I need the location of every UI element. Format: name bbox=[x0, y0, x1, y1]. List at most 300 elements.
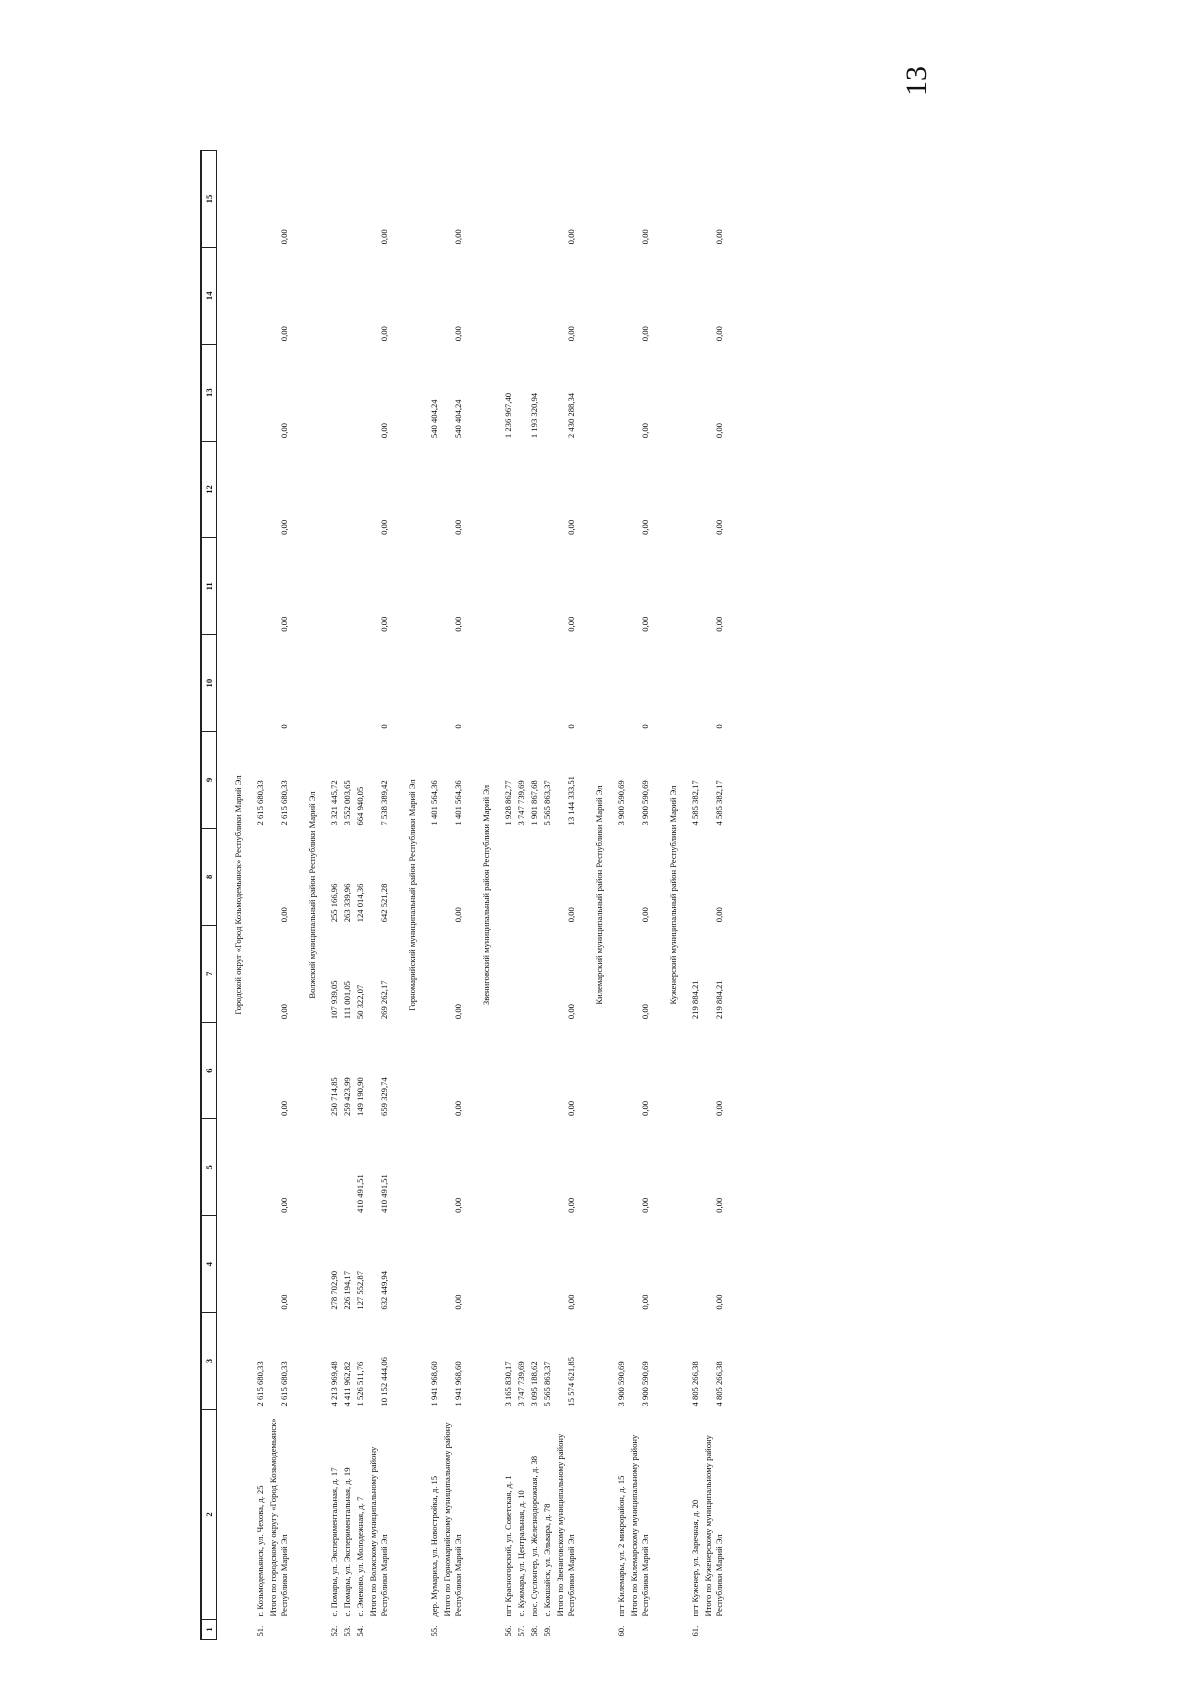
value-cell bbox=[615, 344, 628, 441]
value-cell: 50 322,07 bbox=[355, 984, 365, 1020]
value-cell: 0,00 bbox=[640, 326, 650, 342]
total-row bbox=[267, 151, 291, 1640]
value-cell bbox=[689, 538, 702, 635]
value-cell: 0,00 bbox=[453, 1100, 463, 1116]
value-cell bbox=[428, 1216, 441, 1313]
column-header: 11 bbox=[201, 538, 217, 635]
value-cell: 1 526 511,76 bbox=[355, 1361, 365, 1407]
section-title: Горномарийский муниципальный район Республики Марий Эл bbox=[407, 779, 417, 1011]
value-cell bbox=[502, 828, 515, 925]
value-cell bbox=[528, 828, 541, 925]
column-header: 6 bbox=[201, 1022, 217, 1119]
table-row bbox=[328, 151, 341, 1640]
value-cell: 4 411 962,82 bbox=[342, 1361, 352, 1407]
row-number: 59. bbox=[542, 1625, 552, 1637]
value-cell bbox=[528, 925, 541, 1022]
value-cell bbox=[341, 344, 354, 441]
value-cell: 1 901 867,68 bbox=[529, 780, 539, 826]
value-cell: 4 585 382,17 bbox=[690, 780, 700, 826]
column-header: 14 bbox=[201, 247, 217, 344]
address-cell: пгт Куженер, ул. Заречная, д. 20 bbox=[690, 1499, 700, 1617]
total-row bbox=[441, 151, 465, 1640]
table-row bbox=[341, 151, 354, 1640]
address-cell: пгт Килемары, ул. 2 микрорайон, д. 15 bbox=[616, 1475, 626, 1617]
value-cell: 3 900 590,69 bbox=[640, 780, 650, 826]
column-header: 7 bbox=[201, 925, 217, 1022]
value-cell bbox=[328, 635, 341, 732]
value-cell bbox=[689, 635, 702, 732]
value-cell: 0,00 bbox=[640, 1100, 650, 1116]
value-cell: 0,00 bbox=[566, 326, 576, 342]
section-title: Волжский муниципальный район Республики Марий Эл bbox=[307, 791, 317, 999]
value-cell bbox=[254, 538, 267, 635]
value-cell bbox=[689, 247, 702, 344]
value-cell bbox=[528, 441, 541, 538]
value-cell bbox=[541, 828, 554, 925]
value-cell bbox=[428, 828, 441, 925]
value-cell bbox=[515, 151, 528, 248]
value-cell: 2 615 680,33 bbox=[279, 1361, 289, 1407]
value-cell: 0,00 bbox=[714, 326, 724, 342]
value-cell: 0,00 bbox=[566, 519, 576, 535]
value-cell: 0,00 bbox=[379, 423, 389, 439]
value-cell: 0,00 bbox=[279, 423, 289, 439]
row-number: 58. bbox=[529, 1625, 539, 1637]
value-cell: 0,00 bbox=[714, 1294, 724, 1310]
value-cell: 659 329,74 bbox=[379, 1077, 389, 1116]
row-number: 51. bbox=[255, 1625, 265, 1637]
row-number bbox=[267, 1620, 291, 1640]
value-cell bbox=[354, 344, 367, 441]
value-cell bbox=[428, 635, 441, 732]
value-cell: 0,00 bbox=[566, 1294, 576, 1310]
value-cell bbox=[541, 538, 554, 635]
value-cell: 664 940,05 bbox=[355, 786, 365, 826]
value-cell bbox=[502, 441, 515, 538]
value-cell: 15 574 621,85 bbox=[566, 1357, 576, 1407]
section-header-row bbox=[578, 151, 615, 1640]
value-cell: 0,00 bbox=[379, 616, 389, 632]
section-header-row bbox=[391, 151, 428, 1640]
address-cell: дер. Мумариха, ул. Новостройка, д. 15 bbox=[429, 1475, 439, 1617]
table-row bbox=[541, 151, 554, 1640]
value-cell: 0,00 bbox=[453, 1294, 463, 1310]
value-cell bbox=[502, 247, 515, 344]
column-header: 13 bbox=[201, 344, 217, 441]
value-cell bbox=[515, 925, 528, 1022]
value-cell bbox=[254, 344, 267, 441]
value-cell: 0,00 bbox=[566, 907, 576, 923]
value-cell: 0 bbox=[453, 724, 463, 729]
address-cell: Итого по городскому округу «Город Козьмодемьянск» Республики Марий Эл bbox=[268, 1418, 289, 1617]
row-number: 54. bbox=[355, 1625, 365, 1637]
value-cell: 0,00 bbox=[453, 326, 463, 342]
value-cell: 0,00 bbox=[279, 907, 289, 923]
value-cell: 0,00 bbox=[640, 907, 650, 923]
value-cell: 250 714,85 bbox=[329, 1077, 339, 1116]
column-header: 10 bbox=[201, 635, 217, 732]
value-cell: 2 430 288,34 bbox=[566, 392, 576, 439]
value-cell bbox=[515, 344, 528, 441]
total-row bbox=[702, 151, 726, 1640]
value-cell bbox=[615, 1022, 628, 1119]
value-cell bbox=[528, 635, 541, 732]
value-cell bbox=[254, 441, 267, 538]
value-cell: 1 401 564,36 bbox=[429, 780, 439, 826]
value-cell: 1 193 320,94 bbox=[529, 392, 539, 439]
column-number-header bbox=[201, 151, 217, 1640]
value-cell bbox=[428, 441, 441, 538]
value-cell: 13 144 333,51 bbox=[566, 776, 576, 826]
address-cell: Итого по Волжскому муниципальному району Республики Марий Эл bbox=[368, 1446, 389, 1617]
value-cell bbox=[515, 1022, 528, 1119]
row-number bbox=[367, 1620, 391, 1640]
value-cell bbox=[341, 538, 354, 635]
table-row bbox=[515, 151, 528, 1640]
value-cell: 3 747 739,69 bbox=[516, 1361, 526, 1407]
value-cell bbox=[541, 151, 554, 248]
row-number bbox=[441, 1620, 465, 1640]
value-cell bbox=[528, 538, 541, 635]
column-header: 4 bbox=[201, 1216, 217, 1313]
value-cell bbox=[541, 925, 554, 1022]
value-cell bbox=[354, 247, 367, 344]
column-header: 3 bbox=[201, 1313, 217, 1410]
value-cell bbox=[615, 828, 628, 925]
table-row bbox=[254, 151, 267, 1640]
value-cell bbox=[541, 1119, 554, 1216]
value-cell bbox=[689, 441, 702, 538]
section-header-row bbox=[465, 151, 502, 1640]
value-cell bbox=[341, 635, 354, 732]
value-cell bbox=[541, 1022, 554, 1119]
value-cell bbox=[528, 1216, 541, 1313]
value-cell bbox=[515, 538, 528, 635]
value-cell bbox=[254, 635, 267, 732]
table-body bbox=[217, 151, 727, 1640]
value-cell bbox=[615, 1216, 628, 1313]
value-cell: 278 702,90 bbox=[329, 1270, 339, 1310]
value-cell: 0,00 bbox=[566, 1004, 576, 1020]
value-cell: 0 bbox=[640, 724, 650, 729]
value-cell: 0,00 bbox=[640, 1004, 650, 1020]
value-cell: 111 001,05 bbox=[342, 981, 352, 1020]
table-row bbox=[615, 151, 628, 1640]
row-number bbox=[554, 1620, 578, 1640]
value-cell: 259 423,99 bbox=[342, 1077, 352, 1116]
value-cell: 0,00 bbox=[453, 616, 463, 632]
value-cell bbox=[341, 247, 354, 344]
value-cell: 642 521,28 bbox=[379, 883, 389, 923]
value-cell bbox=[541, 635, 554, 732]
row-number: 55. bbox=[429, 1625, 439, 1637]
value-cell bbox=[428, 247, 441, 344]
value-cell: 219 884,21 bbox=[714, 980, 724, 1020]
column-header: 9 bbox=[201, 732, 217, 829]
value-cell: 0,00 bbox=[453, 1197, 463, 1213]
value-cell: 4 805 266,38 bbox=[714, 1361, 724, 1407]
value-cell: 0,00 bbox=[714, 907, 724, 923]
address-cell: г. Козьмодемьянск, ул. Чехова, д. 25 bbox=[255, 1485, 265, 1617]
value-cell bbox=[615, 925, 628, 1022]
value-cell: 0,00 bbox=[640, 1294, 650, 1310]
value-cell: 540 404,24 bbox=[453, 399, 463, 439]
value-cell bbox=[254, 1022, 267, 1119]
value-cell bbox=[515, 635, 528, 732]
section-title: Куженерский муниципальный район Республики Марий Эл bbox=[668, 785, 678, 1005]
repair-cost-table bbox=[200, 150, 726, 1640]
value-cell: 0,00 bbox=[714, 616, 724, 632]
section-header-row bbox=[291, 151, 328, 1640]
value-cell: 410 491,51 bbox=[355, 1174, 365, 1213]
row-number: 61. bbox=[690, 1625, 700, 1637]
value-cell: 1 941 968,60 bbox=[429, 1361, 439, 1407]
row-number bbox=[702, 1620, 726, 1640]
value-cell: 107 939,05 bbox=[329, 980, 339, 1020]
value-cell bbox=[502, 538, 515, 635]
row-number: 57. bbox=[516, 1625, 526, 1637]
value-cell: 540 404,24 bbox=[429, 399, 439, 439]
value-cell bbox=[528, 1022, 541, 1119]
section-header-row bbox=[217, 151, 255, 1640]
value-cell bbox=[689, 1022, 702, 1119]
value-cell bbox=[341, 441, 354, 538]
value-cell: 3 900 590,69 bbox=[640, 1361, 650, 1407]
column-header: 8 bbox=[201, 828, 217, 925]
value-cell bbox=[428, 151, 441, 248]
value-cell: 219 884,21 bbox=[690, 980, 700, 1020]
value-cell: 0,00 bbox=[279, 1004, 289, 1020]
value-cell: 0,00 bbox=[453, 519, 463, 535]
address-cell: с. Кужмара, ул. Центральная, д. 10 bbox=[516, 1490, 526, 1617]
value-cell bbox=[689, 344, 702, 441]
value-cell: 0,00 bbox=[279, 519, 289, 535]
value-cell: 0,00 bbox=[566, 616, 576, 632]
rotated-table-page bbox=[200, 150, 1100, 1640]
value-cell: 269 262,17 bbox=[379, 980, 389, 1020]
value-cell bbox=[615, 635, 628, 732]
address-cell: Итого по Горномарийскому муниципальному району Республики Марий Эл bbox=[442, 1422, 463, 1617]
page-number: 13 bbox=[900, 66, 933, 96]
value-cell: 2 615 680,33 bbox=[255, 780, 265, 826]
value-cell: 4 805 266,38 bbox=[690, 1361, 700, 1407]
value-cell: 0,00 bbox=[714, 1197, 724, 1213]
value-cell bbox=[502, 1022, 515, 1119]
value-cell: 0,00 bbox=[379, 519, 389, 535]
value-cell: 3 165 830,17 bbox=[503, 1361, 513, 1407]
value-cell bbox=[354, 151, 367, 248]
value-cell: 3 900 590,69 bbox=[616, 1361, 626, 1407]
address-cell: с. Кокшайск, ул. Эльвара, д. 78 bbox=[542, 1503, 552, 1617]
value-cell: 0,00 bbox=[279, 1197, 289, 1213]
column-header: 15 bbox=[201, 151, 217, 248]
value-cell: 1 236 967,40 bbox=[503, 392, 513, 439]
value-cell: 0,00 bbox=[714, 1100, 724, 1116]
value-cell bbox=[328, 344, 341, 441]
value-cell bbox=[541, 247, 554, 344]
value-cell: 5 565 863,37 bbox=[542, 1361, 552, 1407]
value-cell bbox=[502, 635, 515, 732]
value-cell: 0,00 bbox=[714, 229, 724, 245]
value-cell: 0,00 bbox=[640, 1197, 650, 1213]
value-cell bbox=[528, 247, 541, 344]
value-cell: 226 194,17 bbox=[342, 1270, 352, 1310]
value-cell: 0 bbox=[379, 724, 389, 729]
value-cell: 0,00 bbox=[640, 616, 650, 632]
row-number: 52. bbox=[329, 1625, 339, 1637]
address-cell: Итого по Куженерскому муниципальному району Республики Марий Эл bbox=[703, 1435, 724, 1617]
section-title: Звениговский муниципальный район Республики Марий Эл bbox=[481, 784, 491, 1006]
value-cell: 3 900 590,69 bbox=[616, 780, 626, 826]
value-cell bbox=[515, 441, 528, 538]
value-cell bbox=[615, 151, 628, 248]
column-header: 5 bbox=[201, 1119, 217, 1216]
value-cell bbox=[689, 1119, 702, 1216]
value-cell bbox=[428, 1022, 441, 1119]
value-cell: 0,00 bbox=[279, 229, 289, 245]
value-cell: 0,00 bbox=[453, 907, 463, 923]
value-cell: 632 449,94 bbox=[379, 1270, 389, 1310]
value-cell: 2 615 680,33 bbox=[255, 1361, 265, 1407]
column-header: 12 bbox=[201, 441, 217, 538]
value-cell: 0,00 bbox=[279, 326, 289, 342]
value-cell: 255 166,96 bbox=[329, 883, 339, 923]
address-cell: с. Помары, ул. Экспериментальная, д. 19 bbox=[342, 1467, 352, 1617]
value-cell: 0,00 bbox=[714, 519, 724, 535]
total-row bbox=[367, 151, 391, 1640]
value-cell: 5 565 863,37 bbox=[542, 780, 552, 826]
value-cell bbox=[328, 538, 341, 635]
address-cell: с. Эмеково, ул. Молодежная, д. 7 bbox=[355, 1496, 365, 1617]
value-cell bbox=[615, 538, 628, 635]
table-row bbox=[689, 151, 702, 1640]
table-row bbox=[354, 151, 367, 1640]
value-cell bbox=[689, 151, 702, 248]
value-cell bbox=[254, 247, 267, 344]
value-cell: 3 552 003,65 bbox=[342, 780, 352, 826]
address-cell: пгт Красногорский, ул. Советская, д. 1 bbox=[503, 1475, 513, 1617]
value-cell: 149 190,90 bbox=[355, 1077, 365, 1116]
value-cell bbox=[354, 441, 367, 538]
value-cell: 0 bbox=[714, 724, 724, 729]
value-cell bbox=[515, 828, 528, 925]
value-cell: 0,00 bbox=[279, 1294, 289, 1310]
value-cell bbox=[328, 441, 341, 538]
value-cell bbox=[541, 1216, 554, 1313]
value-cell bbox=[354, 538, 367, 635]
value-cell bbox=[502, 151, 515, 248]
row-number bbox=[628, 1620, 652, 1640]
value-cell: 0,00 bbox=[566, 229, 576, 245]
address-cell: с. Помары, ул. Экспериментальная, д. 17 bbox=[329, 1467, 339, 1617]
value-cell: 1 928 862,77 bbox=[503, 780, 513, 826]
section-title: Килемарский муниципальный район Республики Марий Эл bbox=[594, 785, 604, 1005]
value-cell bbox=[528, 151, 541, 248]
value-cell bbox=[615, 1119, 628, 1216]
value-cell bbox=[615, 441, 628, 538]
value-cell: 0,00 bbox=[279, 616, 289, 632]
value-cell: 10 152 444,06 bbox=[379, 1357, 389, 1407]
value-cell bbox=[254, 1119, 267, 1216]
value-cell bbox=[328, 247, 341, 344]
value-cell bbox=[615, 247, 628, 344]
table-row bbox=[528, 151, 541, 1640]
value-cell bbox=[689, 828, 702, 925]
value-cell bbox=[341, 1119, 354, 1216]
section-title: Городской округ «Город Козьмодемьянск» Республики Марий Эл bbox=[233, 775, 243, 1015]
row-number: 56. bbox=[503, 1625, 513, 1637]
value-cell bbox=[428, 1119, 441, 1216]
value-cell bbox=[254, 1216, 267, 1313]
value-cell bbox=[341, 151, 354, 248]
value-cell: 410 491,51 bbox=[379, 1174, 389, 1213]
value-cell: 0,00 bbox=[640, 229, 650, 245]
value-cell bbox=[254, 925, 267, 1022]
value-cell: 1 941 968,60 bbox=[453, 1361, 463, 1407]
value-cell bbox=[541, 344, 554, 441]
value-cell: 0,00 bbox=[714, 423, 724, 439]
value-cell: 1 401 564,36 bbox=[453, 780, 463, 826]
value-cell bbox=[502, 1119, 515, 1216]
value-cell: 3 321 445,72 bbox=[329, 780, 339, 826]
value-cell bbox=[502, 925, 515, 1022]
value-cell bbox=[254, 828, 267, 925]
value-cell bbox=[328, 151, 341, 248]
value-cell: 0 bbox=[566, 724, 576, 729]
value-cell: 0,00 bbox=[453, 1004, 463, 1020]
value-cell: 4 213 969,48 bbox=[329, 1361, 339, 1407]
value-cell: 3 747 739,69 bbox=[516, 780, 526, 826]
value-cell: 127 552,87 bbox=[355, 1270, 365, 1310]
value-cell: 0 bbox=[279, 724, 289, 729]
value-cell bbox=[354, 635, 367, 732]
value-cell bbox=[428, 925, 441, 1022]
value-cell bbox=[502, 1216, 515, 1313]
value-cell bbox=[515, 247, 528, 344]
value-cell: 124 014,36 bbox=[355, 883, 365, 923]
total-row bbox=[628, 151, 652, 1640]
value-cell bbox=[541, 441, 554, 538]
section-header-row bbox=[652, 151, 689, 1640]
value-cell bbox=[515, 1216, 528, 1313]
value-cell: 3 095 188,62 bbox=[529, 1361, 539, 1407]
value-cell: 0,00 bbox=[379, 326, 389, 342]
address-cell: пос. Суслонгер, ул. Железнодорожная, д. 38 bbox=[529, 1455, 539, 1617]
value-cell: 263 339,96 bbox=[342, 883, 352, 923]
value-cell bbox=[528, 1119, 541, 1216]
row-number: 60. bbox=[616, 1625, 626, 1637]
value-cell: 0,00 bbox=[566, 1197, 576, 1213]
value-cell bbox=[515, 1119, 528, 1216]
address-cell: Итого по Звениговскому муниципальному району Республики Марий Эл bbox=[555, 1433, 576, 1617]
value-cell bbox=[328, 1119, 341, 1216]
table-row bbox=[502, 151, 515, 1640]
value-cell: 0,00 bbox=[640, 423, 650, 439]
value-cell: 4 585 382,17 bbox=[714, 780, 724, 826]
value-cell bbox=[689, 1216, 702, 1313]
row-number: 53. bbox=[342, 1625, 352, 1637]
table-row bbox=[428, 151, 441, 1640]
value-cell: 2 615 680,33 bbox=[279, 780, 289, 826]
column-header: 1 bbox=[201, 1620, 217, 1640]
value-cell: 0,00 bbox=[453, 229, 463, 245]
value-cell: 0,00 bbox=[279, 1100, 289, 1116]
value-cell bbox=[428, 538, 441, 635]
total-row bbox=[554, 151, 578, 1640]
value-cell: 0,00 bbox=[640, 519, 650, 535]
column-header: 2 bbox=[201, 1410, 217, 1620]
address-cell: Итого по Килемарскому муниципальному району Республики Марий Эл bbox=[629, 1434, 650, 1617]
